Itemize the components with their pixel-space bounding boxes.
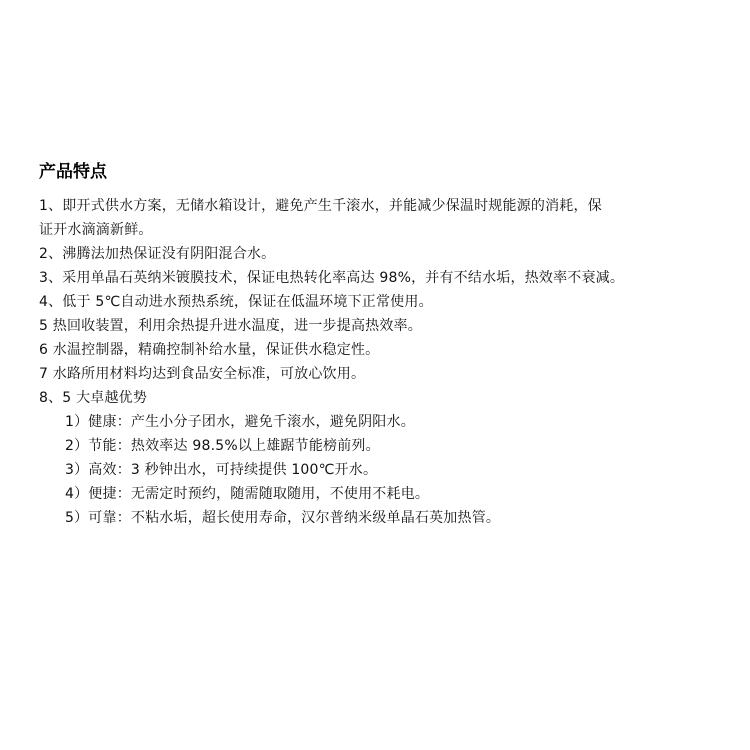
feature-item-5: 5 热回收装置，利用余热提升进水温度，进一步提高热效率。 [39, 318, 422, 334]
feature-item-3: 3、采用单晶石英纳米镀膜技术，保证电热转化率高达 98%，并有不结水垢，热效率不衰减。 [39, 270, 625, 286]
advantage-item-efficiency: 3）高效：3 秒钟出水，可持续提供 100℃开水。 [65, 462, 378, 478]
advantage-item-convenience: 4）便捷：无需定时预约，随需随取随用，不使用不耗电。 [65, 486, 430, 502]
advantage-item-reliability: 5）可靠：不粘水垢，超长使用寿命，汉尔普纳米级单晶石英加热管。 [65, 510, 501, 526]
advantage-list [39, 410, 719, 530]
feature-item-4: 4、低于 5℃自动进水预热系统，保证在低温环境下正常使用。 [39, 294, 433, 310]
feature-item-2: 2、沸腾法加热保证没有阴阳混合水。 [39, 246, 276, 262]
feature-list [39, 194, 719, 410]
feature-item-8: 8、5 大卓越优势 [39, 390, 148, 406]
feature-item-1: 1、即开式供水方案，无储水箱设计，避免产生千滚水，并能减少保温时规能源的消耗，保 [39, 198, 602, 214]
feature-item-1-continued: 证开水滴滴新鲜。 [39, 222, 153, 238]
section-title: 产品特点 [39, 162, 107, 182]
feature-item-7: 7 水路所用材料均达到食品安全标准，可放心饮用。 [39, 366, 366, 382]
advantage-item-health: 1）健康：产生小分子团水，避免千滚水，避免阴阳水。 [65, 414, 415, 430]
advantage-item-energy: 2）节能：热效率达 98.5%以上雄踞节能榜前列。 [65, 438, 380, 454]
document [39, 158, 719, 530]
feature-item-6: 6 水温控制器，精确控制补给水量，保证供水稳定性。 [39, 342, 380, 358]
